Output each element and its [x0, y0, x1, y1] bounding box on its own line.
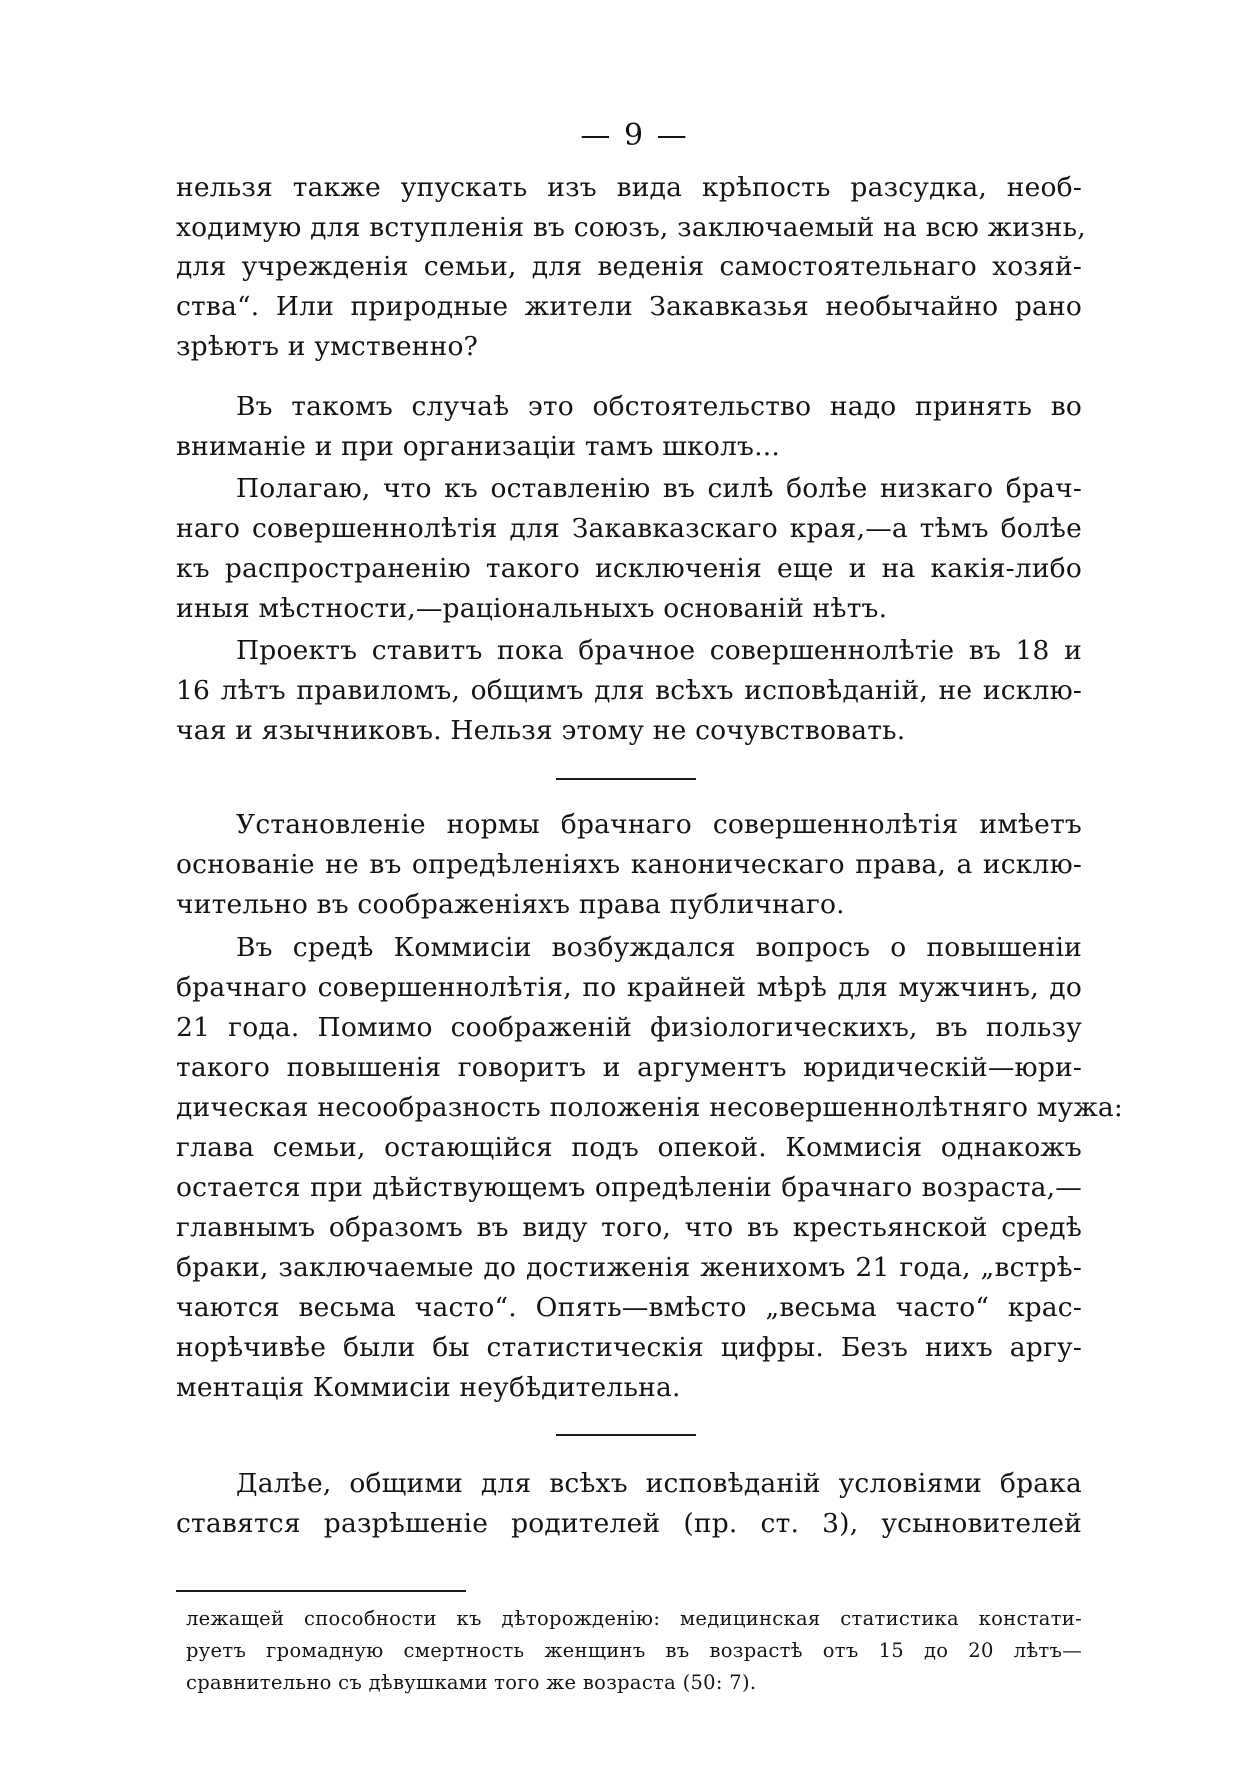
text-line: Полагаю, что къ оставленію въ силѣ болѣе низкаго брач-	[236, 473, 1082, 504]
text-line: такого повышенія говоритъ и аргументъ юридическій—юри-	[176, 1052, 1082, 1083]
footnote-line: руетъ громадную смертность женщинъ въ возрастѣ отъ 15 до 20 лѣтъ—	[186, 1639, 1082, 1662]
text-line: наго совершеннолѣтія для Закавказскаго края,—а тѣмъ болѣе	[176, 513, 1082, 544]
text-line: ходимую для вступленія въ союзъ, заключаемый на всю жизнь,	[176, 212, 1086, 243]
text-line: Проектъ ставитъ пока брачное совершеннолѣтіе въ 18 и	[236, 635, 1082, 666]
section-divider	[556, 1434, 696, 1436]
text-line: чаются весьма часто“. Опять—вмѣсто „весьма часто“ крас-	[176, 1292, 1082, 1323]
text-line: 16 лѣтъ правиломъ, общимъ для всѣхъ исповѣданій, не исклю-	[176, 675, 1082, 706]
section-divider	[556, 778, 696, 780]
text-line: главнымъ образомъ въ виду того, что въ крестьянской средѣ	[176, 1212, 1082, 1243]
text-line: 21 года. Помимо соображеній физіологическихъ, въ пользу	[176, 1012, 1082, 1043]
text-line: зрѣютъ и умственно?	[176, 331, 479, 362]
text-line: Въ средѣ Коммисіи возбуждался вопросъ о повышеніи	[236, 932, 1082, 963]
text-line: Установленіе нормы брачнаго совершеннолѣтія имѣетъ	[236, 809, 1082, 840]
text-line: основаніе не въ опредѣленіяхъ каноническаго права, а исклю-	[176, 849, 1082, 880]
text-line: глава семьи, остающійся подъ опекой. Коммисія однакожъ	[176, 1132, 1082, 1163]
text-line: для учрежденія семьи, для веденія самостоятельнаго хозяй-	[176, 251, 1082, 282]
text-line: дическая несообразность положенія несовершеннолѣтняго мужа:	[176, 1092, 1124, 1123]
text-line: ментація Коммисіи неубѣдительна.	[176, 1372, 681, 1403]
text-line: браки, заключаемые до достиженія женихомъ 21 года, „встрѣ-	[176, 1252, 1082, 1283]
footnote-line: лежащей способности къ дѣторожденію: медицинская статистика констати-	[186, 1607, 1082, 1630]
text-line: чительно въ соображеніяхъ права публичнаго.	[176, 889, 845, 920]
page-number: — 9 —	[580, 118, 689, 153]
text-line: вниманіе и при организаціи тамъ школъ...	[176, 431, 780, 462]
footnote-line: сравнительно съ дѣвушками того же возраста (50: 7).	[186, 1671, 757, 1694]
text-line: Далѣе, общими для всѣхъ исповѣданій условіями брака	[236, 1468, 1082, 1499]
text-line: брачнаго совершеннолѣтія, по крайней мѣрѣ для мужчинъ, до	[176, 972, 1082, 1003]
text-line: къ распространенію такого исключенія еще и на какія-либо	[176, 553, 1082, 584]
footnote-rule	[176, 1590, 466, 1592]
text-line: ставятся разрѣшеніе родителей (пр. ст. 3), усыновителей	[176, 1508, 1082, 1539]
text-line: ства“. Или природные жители Закавказья необычайно рано	[176, 291, 1082, 322]
text-line: чая и язычниковъ. Нельзя этому не сочувствовать.	[176, 715, 906, 746]
text-line: нельзя также упускать изъ вида крѣпость разсудка, необ-	[176, 172, 1082, 203]
text-line: иныя мѣстности,—раціональныхъ основаній нѣтъ.	[176, 593, 888, 624]
text-line: норѣчивѣе были бы статистическія цифры. Безъ нихъ аргу-	[176, 1332, 1082, 1363]
text-line: остается при дѣйствующемъ опредѣленіи брачнаго возраста,—	[176, 1172, 1082, 1203]
text-line: Въ такомъ случаѣ это обстоятельство надо принять во	[236, 391, 1082, 422]
